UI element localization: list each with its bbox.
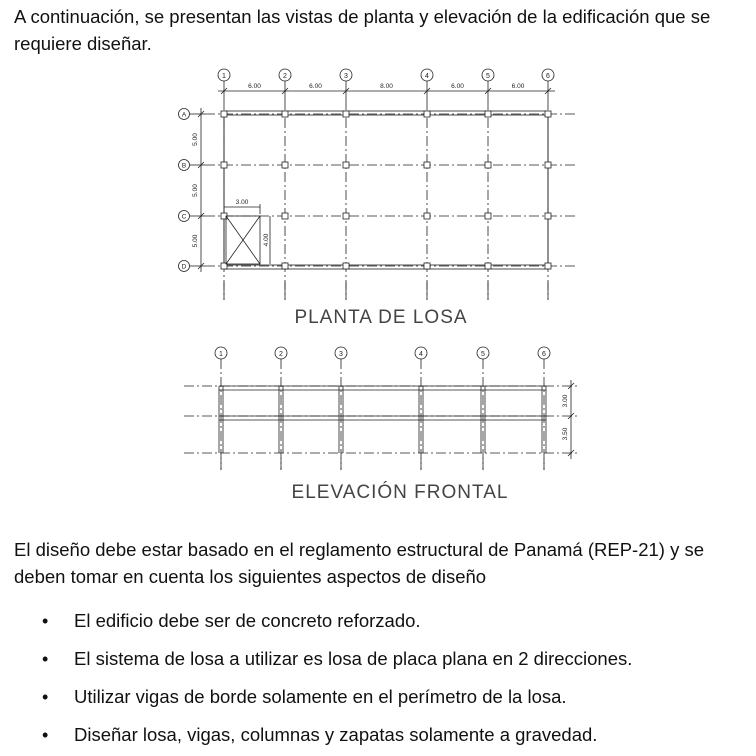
grid-number-label: 5	[481, 351, 485, 358]
dimension-label: 3.50	[562, 427, 569, 441]
list-item: • El edificio debe ser de concreto reforzado.	[40, 602, 750, 640]
dimension-label: 6.00	[511, 83, 525, 90]
column	[221, 162, 227, 168]
criteria-paragraph: El diseño debe estar basado en el reglamento estructural de Panamá (REP-21) y se deben tomar en cuenta los siguientes aspectos de diseño	[14, 539, 705, 587]
elevation-view	[184, 347, 580, 503]
column	[282, 111, 288, 117]
grid-number-label: 1	[222, 73, 226, 80]
column	[424, 263, 430, 269]
column	[545, 213, 551, 219]
column	[424, 111, 430, 117]
grid-letter-label: B	[181, 162, 187, 170]
grid-letter-label: A	[181, 111, 187, 119]
elevation-title: ELEVACIÓN FRONTAL	[291, 482, 509, 503]
column	[282, 263, 288, 269]
grid-number-label: 4	[419, 351, 423, 358]
column	[221, 111, 227, 117]
column	[343, 263, 349, 269]
criteria-list	[40, 602, 750, 754]
grid-number-label: 3	[344, 73, 348, 80]
dimension-label: 3.00	[562, 394, 569, 408]
column	[343, 162, 349, 168]
dimension-label: 5.00	[192, 184, 199, 197]
dimension-label: 8.00	[380, 83, 393, 90]
column	[424, 162, 430, 168]
plan-view	[179, 69, 579, 328]
column	[485, 213, 491, 219]
dimension-label: 6.00	[309, 83, 322, 90]
slab-edge-outer	[224, 111, 548, 269]
dimension-label: 5.00	[192, 234, 199, 248]
dimension-label: 6.00	[451, 83, 464, 90]
dimension-label: 3.00	[235, 199, 249, 206]
grid-number-label: 2	[283, 73, 287, 80]
plan-title: PLANTA DE LOSA	[294, 307, 468, 328]
grid-number-label: 3	[339, 351, 343, 358]
column	[485, 263, 491, 269]
grid-number-label: 5	[486, 73, 490, 80]
column	[485, 111, 491, 117]
column	[485, 162, 491, 168]
column	[545, 162, 551, 168]
grid-letter-label: C	[181, 213, 187, 221]
list-item: • Utilizar vigas de borde solamente en el perímetro de la losa.	[40, 678, 750, 716]
list-item: • El sistema de losa a utilizar es losa de placa plana en 2 direcciones.	[40, 640, 750, 678]
grid-number-label: 1	[219, 351, 223, 358]
column	[343, 111, 349, 117]
grid-number-label: 6	[542, 351, 546, 358]
list-item: • Diseñar losa, vigas, columnas y zapatas solamente a gravedad.	[40, 716, 750, 754]
column	[282, 213, 288, 219]
column	[282, 162, 288, 168]
grid-letter-label: D	[181, 263, 187, 271]
column	[343, 213, 349, 219]
grid-number-label: 4	[425, 73, 429, 80]
column	[424, 213, 430, 219]
dimension-label: 6.00	[248, 83, 261, 90]
grid-number-label: 6	[546, 73, 550, 80]
slab-edge-inner	[224, 115, 548, 265]
column	[545, 111, 551, 117]
dimension-label: 4.00	[263, 233, 270, 247]
dimension-label: 5.00	[192, 133, 199, 146]
intro-paragraph: A continuación, se presentan las vistas de planta y elevación de la edificación que se requiere diseñar.	[14, 6, 711, 54]
column	[545, 263, 551, 269]
grid-number-label: 2	[279, 351, 283, 358]
